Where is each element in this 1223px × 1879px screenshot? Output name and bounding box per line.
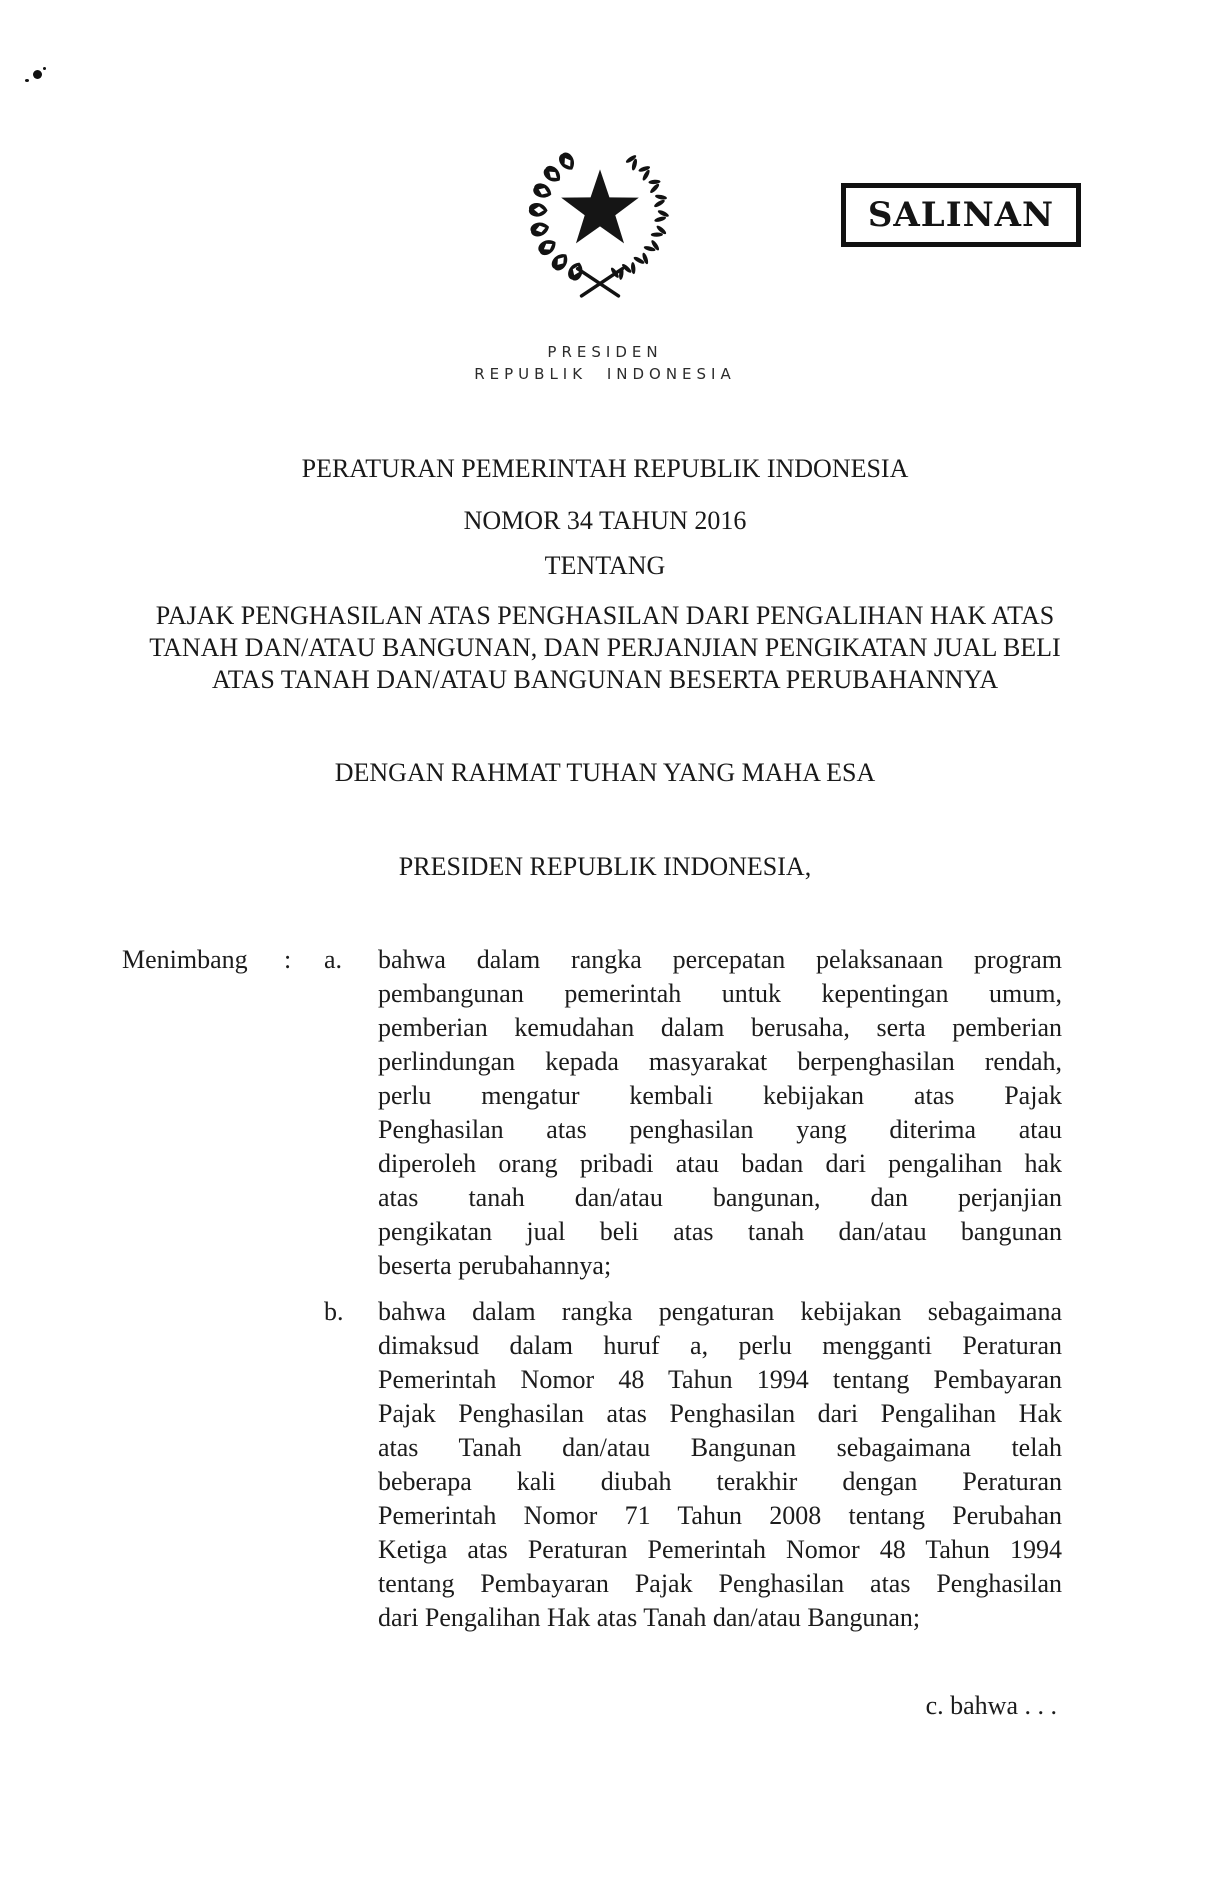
item-text <box>378 1295 1062 1635</box>
letterhead <box>0 341 1210 385</box>
considerations-block <box>122 943 1062 1635</box>
consideration-item-a <box>324 943 1062 1283</box>
regulation-number: NOMOR 34 TAHUN 2016 <box>463 506 747 535</box>
text-line: perlindungan kepada masyarakat berpenghasilan rendah, <box>378 1047 1062 1076</box>
ink-speck <box>25 79 29 82</box>
regulation-title <box>150 452 1060 582</box>
text-line: Pajak Penghasilan atas Penghasilan dari Pengalihan Hak <box>378 1399 1062 1428</box>
text-line: pengikatan jual beli atas tanah dan/atau bangunan <box>378 1217 1062 1246</box>
considerations-label: Menimbang <box>122 945 248 974</box>
text-line: pemberian kemudahan dalam berusaha, serta pemberian <box>378 1013 1062 1042</box>
subject-line: TANAH DAN/ATAU BANGUNAN, DAN PERJANJIAN PENGIKATAN JUAL BELI <box>149 633 1061 662</box>
text-line: Pemerintah Nomor 71 Tahun 2008 tentang Perubahan <box>378 1501 1062 1530</box>
regulation-tentang: TENTANG <box>544 551 666 580</box>
text-line: beserta perubahannya; <box>378 1251 612 1280</box>
letterhead-line1: PRESIDEN <box>547 343 663 361</box>
regulation-subject <box>105 600 1105 696</box>
state-emblem-icon <box>527 134 673 308</box>
text-line: atas Tanah dan/atau Bangunan sebagaimana telah <box>378 1433 1062 1462</box>
regulation-title-line1: PERATURAN PEMERINTAH REPUBLIK INDONESIA <box>301 454 909 483</box>
text-line: atas tanah dan/atau bangunan, dan perjanjian <box>378 1183 1062 1212</box>
item-text <box>378 943 1062 1283</box>
text-line: perlu mengatur kembali kebijakan atas Pajak <box>378 1081 1062 1110</box>
page-catchword: c. bahwa . . . <box>925 1691 1057 1720</box>
text-line: bahwa dalam rangka pengaturan kebijakan sebagaimana <box>378 1297 1062 1326</box>
considerations-items <box>324 943 1062 1635</box>
text-line: beberapa kali diubah terakhir dengan Peraturan <box>378 1467 1062 1496</box>
ink-speck <box>43 67 46 70</box>
subject-line: ATAS TANAH DAN/ATAU BANGUNAN BESERTA PERUBAHANNYA <box>211 665 999 694</box>
salinan-stamp <box>841 183 1081 247</box>
text-line: Penghasilan atas penghasilan yang diterima atau <box>378 1115 1062 1144</box>
text-line: Pemerintah Nomor 48 Tahun 1994 tentang Pembayaran <box>378 1365 1062 1394</box>
considerations-separator: : <box>284 945 292 974</box>
text-line: pembangunan pemerintah untuk kepentingan umum, <box>378 979 1062 1008</box>
item-marker: b. <box>324 1297 344 1326</box>
item-marker: a. <box>324 945 343 974</box>
subject-line: PAJAK PENGHASILAN ATAS PENGHASILAN DARI PENGALIHAN HAK ATAS <box>155 601 1055 630</box>
text-line: tentang Pembayaran Pajak Penghasilan atas Penghasilan <box>378 1569 1062 1598</box>
consideration-item-b <box>324 1295 1062 1635</box>
text-line: dimaksud dalam huruf a, perlu mengganti Peraturan <box>378 1331 1062 1360</box>
text-line: diperoleh orang pribadi atau badan dari pengalihan hak <box>378 1149 1062 1178</box>
invocation-line: DENGAN RAHMAT TUHAN YANG MAHA ESA <box>334 758 876 787</box>
enacting-authority-line: PRESIDEN REPUBLIK INDONESIA, <box>398 852 812 881</box>
ink-speck <box>33 70 42 79</box>
text-line: bahwa dalam rangka percepatan pelaksanaan program <box>378 945 1062 974</box>
text-line: Ketiga atas Peraturan Pemerintah Nomor 48 Tahun 1994 <box>378 1535 1062 1564</box>
salinan-stamp-label: SALINAN <box>867 195 1055 235</box>
letterhead-line2: REPUBLIK INDONESIA <box>474 365 736 383</box>
text-line: dari Pengalihan Hak atas Tanah dan/atau Bangunan; <box>378 1603 921 1632</box>
